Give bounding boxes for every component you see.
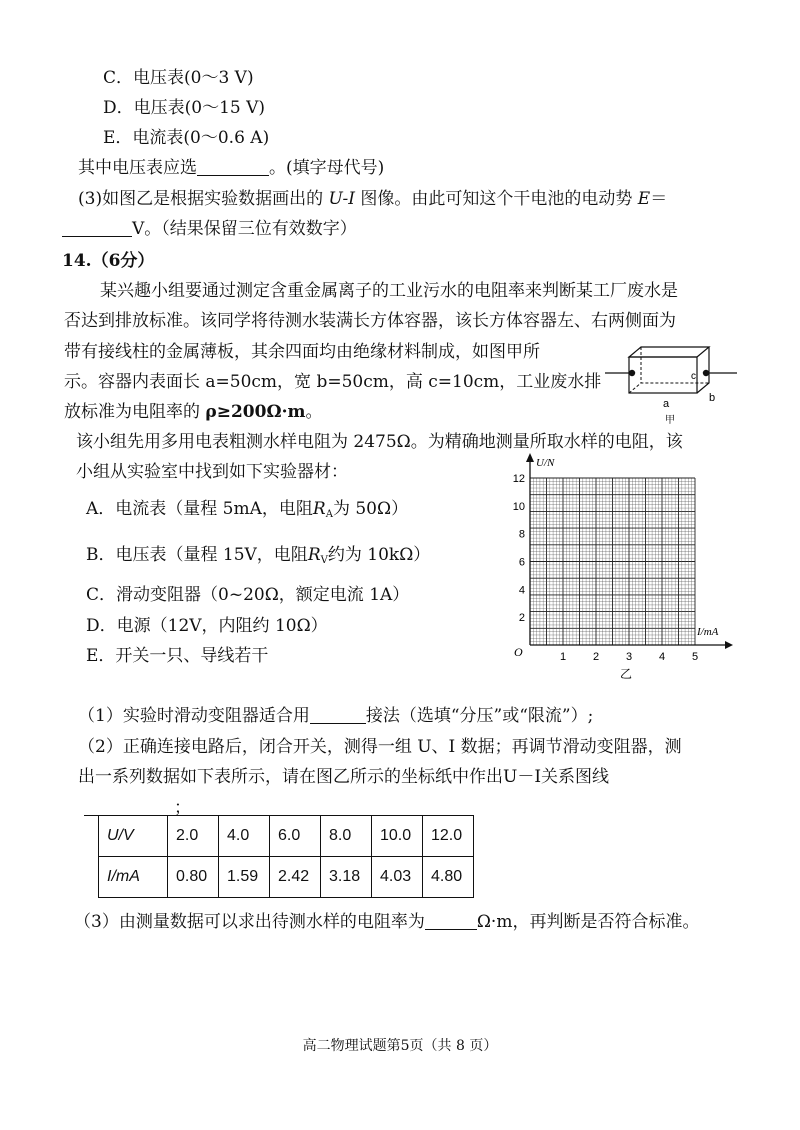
x-tick-label: 4 xyxy=(658,651,666,663)
i-header xyxy=(99,857,168,898)
y-tick-label: 2 xyxy=(518,612,525,625)
part3-line xyxy=(78,188,667,210)
i-cell: 1.59 xyxy=(219,857,270,898)
y-axis-arrow xyxy=(526,453,534,462)
intro-line-3: 带有接线柱的金属薄板，其余四面均由绝缘材料制成，如图甲所 xyxy=(64,342,540,362)
choose-prefix: 其中电压表应选 xyxy=(78,158,197,178)
equip-a-prefix: A．电流表（量程 5mA，电阻 xyxy=(86,499,313,519)
y-axis-label: U/N xyxy=(536,457,555,469)
part1-blank xyxy=(310,705,366,724)
intro-last-suffix: 。 xyxy=(305,402,323,422)
ra-symbol: R xyxy=(312,499,326,519)
x-tick-label: 5 xyxy=(691,651,699,663)
part3-tail: V。（结果保留三位有效数字） xyxy=(132,219,357,239)
emf-symbol: E xyxy=(637,189,651,209)
rv-symbol: R xyxy=(307,545,321,565)
emf-answer-blank xyxy=(62,218,132,237)
equip-b-suffix: 约为 10kΩ） xyxy=(327,545,431,565)
intro-line-5 xyxy=(64,401,322,423)
graph-caption: 乙 xyxy=(620,667,633,681)
option-c: C．电压表(0～3 V) xyxy=(103,68,254,88)
origin-label: O xyxy=(514,645,523,659)
x-tick-label: 3 xyxy=(625,651,633,663)
i-cell: 0.80 xyxy=(168,857,219,898)
i-cell: 4.80 xyxy=(423,857,474,898)
u-cell: 10.0 xyxy=(372,816,423,857)
x-axis-arrow xyxy=(725,641,733,649)
part1-line xyxy=(78,705,593,727)
equipment-c: C．滑动变阻器（0~20Ω，额定电流 1A） xyxy=(86,585,410,605)
grid-lines xyxy=(530,478,695,645)
y-tick-label: 6 xyxy=(518,556,525,569)
x-tick-label: 2 xyxy=(592,651,600,663)
choose-voltmeter-line xyxy=(78,157,384,179)
u-cell: 4.0 xyxy=(219,816,270,857)
option-d: D．电压表(0～15 V) xyxy=(103,98,266,118)
equipment-b xyxy=(86,544,430,572)
rv-subscript: V xyxy=(320,555,328,566)
label-c: c xyxy=(691,371,696,382)
equip-a-suffix: 为 50Ω） xyxy=(332,499,409,519)
rho-standard: ρ≥200Ω·m xyxy=(205,402,306,422)
x-axis-label: I/mA xyxy=(697,626,719,638)
box-caption: 甲 xyxy=(665,415,675,426)
intro-last-prefix: 放标准为电阻率的 xyxy=(64,402,206,422)
table-row-u xyxy=(99,816,474,857)
i-header-text: I/mA xyxy=(107,868,140,885)
table-row-i xyxy=(99,857,474,898)
graph-paper xyxy=(500,452,740,682)
part3-q14-line xyxy=(74,911,699,933)
q14-heading: 14.（6分） xyxy=(62,251,155,271)
measure-line-1: 该小组先用多用电表粗测水样电阻为 2475Ω。为精确地测量所取水样的电阻，该 xyxy=(76,432,683,452)
equipment-a xyxy=(86,498,408,526)
x-tick-label: 1 xyxy=(559,651,567,663)
intro-line-2: 否达到排放标准。该同学将待测水装满长方体容器，该长方体容器左、右两侧面为 xyxy=(64,311,676,331)
intro-line-4: 示。容器内表面长 a=50cm，宽 b=50cm，高 c=10cm，工业废水排 xyxy=(64,372,602,392)
i-cell: 4.03 xyxy=(372,857,423,898)
u-cell: 12.0 xyxy=(423,816,474,857)
q14-part3-suffix: Ω·m，再判断是否符合标准。 xyxy=(476,912,700,932)
equipment-e: E．开关一只、导线若干 xyxy=(86,646,269,666)
part2-blank xyxy=(84,797,174,816)
part2-line-2: 出一系列数据如下表所示，请在图乙所示的坐标纸中作出U－I关系图线 xyxy=(78,767,610,787)
box-figure xyxy=(605,345,755,430)
u-header xyxy=(99,816,168,857)
data-table xyxy=(98,815,474,898)
part1-suffix: 接法（选填“分压”或“限流”）; xyxy=(365,706,594,726)
q14-part3-blank xyxy=(425,911,477,930)
part2-line-1: （2）正确连接电路后，闭合开关，测得一组 U、I 数据；再调节滑动变阻器，测 xyxy=(78,737,682,757)
equals-sign: ＝ xyxy=(650,189,668,209)
label-b: b xyxy=(709,392,716,404)
choose-suffix: 。(填字母代号) xyxy=(269,158,385,178)
i-cell: 3.18 xyxy=(321,857,372,898)
ui-symbol: U-I xyxy=(328,189,355,209)
y-tick-label: 12 xyxy=(512,473,525,485)
label-a: a xyxy=(663,398,670,410)
u-header-text: U/V xyxy=(107,827,134,844)
u-cell: 2.0 xyxy=(168,816,219,857)
page-footer: 高二物理试题第5页（共 8 页） xyxy=(302,1038,498,1054)
u-cell: 6.0 xyxy=(270,816,321,857)
equipment-d: D．电源（12V，内阻约 10Ω） xyxy=(86,616,328,636)
i-cell: 2.42 xyxy=(270,857,321,898)
part2-end: ； xyxy=(174,798,191,818)
option-e: E．电流表(0～0.6 A) xyxy=(103,128,270,148)
answer-blank xyxy=(197,157,269,176)
y-tick-label: 8 xyxy=(518,528,525,541)
y-tick-label: 10 xyxy=(512,500,525,513)
part3-prefix: (3)如图乙是根据实验数据画出的 xyxy=(78,189,329,209)
q14-part3-prefix: （3）由测量数据可以求出待测水样的电阻率为 xyxy=(74,912,425,932)
equip-b-prefix: B．电压表（量程 15V，电阻 xyxy=(86,545,308,565)
part1-prefix: （1）实验时滑动变阻器适合用 xyxy=(78,706,310,726)
ra-subscript: A xyxy=(325,509,333,520)
u-cell: 8.0 xyxy=(321,816,372,857)
measure-line-2: 小组从实验室中找到如下实验器材： xyxy=(76,462,348,482)
part3-mid: 图像。由此可知这个干电池的电动势 xyxy=(354,189,638,209)
part3-answer-line xyxy=(62,218,357,240)
intro-line-1: 某兴趣小组要通过测定含重金属离子的工业污水的电阻率来判断某工厂废水是 xyxy=(100,281,678,301)
y-tick-label: 4 xyxy=(518,584,525,597)
